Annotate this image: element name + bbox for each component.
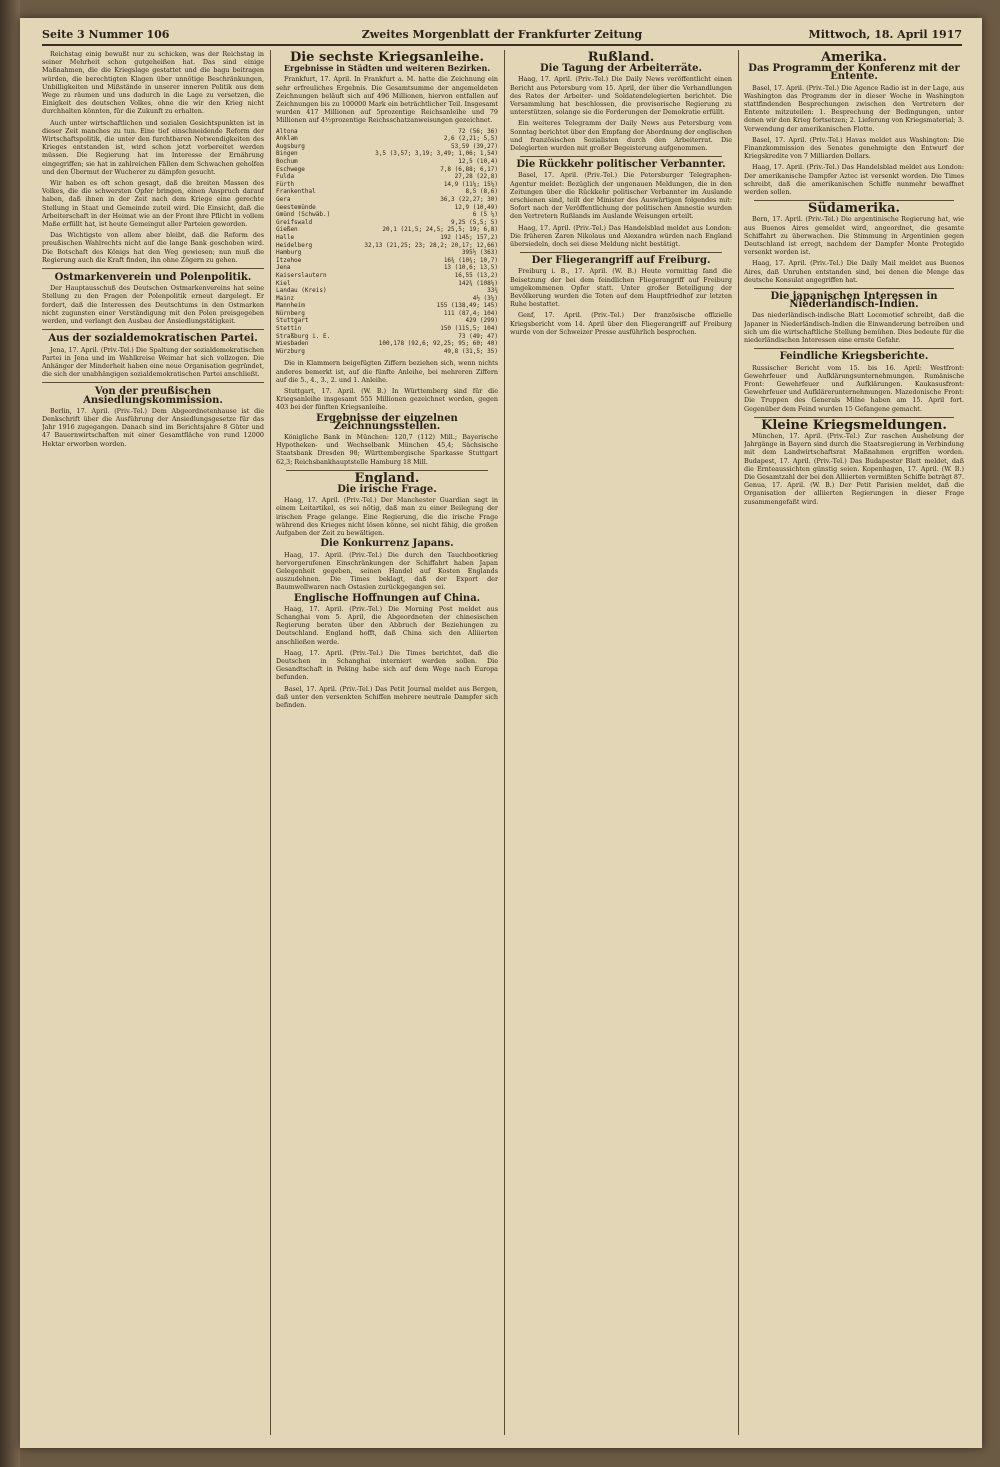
table-row [276,234,498,242]
paragraph: Reichstag einig bewußt nur zu schicken, was der Reichstag in seiner Mehrheit schon gutgeheißen hat. Das sind einige Maßnahmen, die die Kriegslage gestattet und die bagu beitragen würden, die berechtigten Klagen über unnötige Beschränkungen, Unbilligkeiten und Mißstände in unserer inneren Politik aus dem Wege zu räumen und uns dadurch in die Lage zu versetzen, die Einigkeit des deutschen Volkes, ohne die wir den Krieg nicht durchhalten könnten, für die Zukunft zu erhalten. [42,50,264,116]
city-name: Stettin [276,325,302,333]
article-text: Frankfurt, 17. April. In Frankfurt a. M. hatte die Zeichnung ein sehr erfreuliches Ergebnis. Die Gesamtsumme der angemeldeten Zeichnungen beläuft sich auf 496 Millionen, hiervon entfallen auf Zeichnungen bis zu 100000 Mark ein beträchtlicher Teil. Insgesamt wurden 417 Millionen auf 5prozentige Reichsanleihe und 79 Millionen auf 4½prozentige Reichsschatzanweisungen gezeichnet. [276,75,498,125]
subscription-amount: 100,178 (92,6; 92,25; 95; 60; 40) [378,340,498,348]
table-row [276,158,498,166]
table-row [276,257,498,265]
newspaper-title: Zweites Morgenblatt der Frankfurter Zeitung [361,28,643,41]
column-4 [744,50,964,1440]
subscription-amount: 429 (299) [465,317,498,325]
subscription-amount: 142¾ (108¼) [458,279,498,287]
table-row [276,196,498,204]
article-text: Haag, 17. April. (Priv.-Tel.) Das Handelsblad meldet aus London: Die früheren Zaren Nikolaus und Alexandra würden nach England übersiedeln, doch sei diese Meldung nicht bestätigt. [510,223,732,249]
subscription-amount: 32,13 (21,25; 23; 28,2; 20,17; 12,66) [364,241,498,249]
table-note: Die in Klammern beigefügten Ziffern beziehen sich, wenn nichts anderes bemerkt ist, auf die fünfte Anleihe, bei mehreren Ziffern auf die 5., 4., 3., 2. und 1. Anleihe. [276,359,498,384]
article-text: Haag, 17. April. (Priv.-Tel.) Die durch den Tauchbootkrieg hervorgerufenen Einschränkungen der Schiffahrt haben Japan Gelegenheit gegeben, seinen Handel auf Kosten Englands auszudehnen. Die Times beklagt, daß der Export der Baumwollwaren nach Ostasien zurückgegangen sei. [276,550,498,592]
table-row [276,219,498,227]
article-text: Ein weiteres Telegramm der Daily News aus Petersburg vom Sonntag berichtet über den Empfang der Abordnung der englischen und französischen Sozialisten durch den Arbeiterrat. Die Delegierten wurden mit großer Begeisterung aufgenommen. [510,119,732,153]
book-binding [0,0,20,1467]
city-name: Nürnberg [276,309,305,317]
article-text: Basel, 17. April. (Priv.-Tel.) Die Agence Radio ist in der Lage, aus Washington das Programm der in dieser Woche in Washington stattfindenden Besprechungen zwischen den Vertretern der Entente mitzuteilen: 1. Besprechung der Bedingungen, unter denen wir den Krieg fortsetzen; 2. Lieferung von Kriegsmaterial; 3. Verwendung der amerikanischen Flotte. [744,83,964,133]
article-text: Basel, 17. April. (Priv.-Tel.) Die Petersburger Telegraphen-Agentur meldet: Bezüglich der ungenauen Meldungen, die in den Zeitungen über die Rückkehr politischer Verbannter im Auslande erschienen sind, teilt der Minister des Auswärtigen folgendes mit: Sofort nach der Veröffentlichung der politischen Amnestie wurden den Vertretern Rußlands im Auslande Weisungen erteilt. [510,171,732,221]
column-1 [42,50,264,1440]
subscription-table [276,128,498,356]
table-row [276,340,498,348]
divider [754,348,954,349]
article-text: München, 17. April. (Priv.-Tel.) Zur raschen Aushebung der Jahrgänge in Bayern sind durch die Staatsregierung in Verbindung mit dem Landwirtschaftsrat Maßnahmen ergriffen worden. Budapest, 17. April. (Priv.-Tel.) Das Budapester Blatt meldet, daß die Ernteaussichten günstig seien. Kopenhagen, 17. April. (W. B.) Die Gesamtzahl der bei den Alliierten vermißten Schiffe beträgt 87. Genua, 17. April. (W. B.) Der Petit Parisien meldet, daß die Organisation der alliierten Regierungen in dieser Frage zusammengefaßt wird. [744,431,964,506]
article-text: Russischer Bericht vom 15. bis 16. April: Westfront: Gewehrfeuer und Aufklärungsunternehmungen. Rumänische Front: Gewehrfeuer und Aufklärungen. Kaukasusfront: Gewehrfeuer und Aufklärerunternehmungen. Mazedonische Front: Die Truppen des Generals Milne haben am 15. April fort. Gegenüber dem Feind wurden 15 Gefangene gemacht. [744,363,964,413]
table-row [276,143,498,151]
paragraph: Auch unter wirtschaftlichen und sozialen Gesichtspunkten ist in dieser Zeit manches zu tun. Eine tief einschneidende Reform der Wirtschaftspolitik, die unter den furchtbaren Notwendigkeiten des Krieges entstanden ist, wird schon jetzt vorbereitet werden müssen. Die Regierung hat im Interesse der Ernährung eingegriffen; sie hat in zahlreichen Fällen dem Schwachen geholfen und den Übermut der Wucherer zu dämpfen gesucht. [42,118,264,176]
table-row [276,295,498,303]
subscription-amount: 49,8 (31,5; 35) [443,347,498,355]
article-text: Der Hauptausschuß des Deutschen Ostmarkenvereins hat seine Stellung zu den Fragen der Polenpolitik erneut dargelegt. Er fordert, daß die Interessen des Deutschtums in den Ostmarken nicht zugunsten einer Verständigung mit den Polen preisgegeben werden, und verlangt den Ausbau der Ansiedlungstätigkeit. [42,284,264,326]
city-name: Eschwege [276,165,305,173]
table-row [276,204,498,212]
headline-ostmarken: Ostmarkenverein und Polenpolitik. [54,272,252,284]
article-text: Haag, 17. April. (Priv.-Tel.) Die Morning Post meldet aus Schanghai vom 5. April, die Abgeordneten der chinesischen Regierung beraten über den Abbruch der Beziehungen zu Deutschland. England hofft, daß China sich den Alliierten anschließen werde. [276,604,498,646]
table-row [276,188,498,196]
subscription-amount: 36,3 (22,27; 30) [440,195,498,203]
article-text: Jena, 17. April. (Priv.-Tel.) Die Spaltung der sozialdemokratischen Partei in Jena und im Wahlkreise Weimar hat sich vollzogen. Die Anhänger der Minderheit haben eine neue Organisation gegründet, die sich der unabhängigen sozialdemokratischen Partei anschließt. [42,345,264,379]
city-name: Augsburg [276,142,305,150]
subscription-amount: 9,25 (5,5; 5) [451,218,498,226]
article-text: Basel, 17. April. (Priv.-Tel.) Das Petit Journal meldet aus Bergen, daß unter den versenkten Schiffen mehrere neutrale Dampfer sich befinden. [276,684,498,709]
subscription-amount: 16¾ (10¾; 10,7) [443,256,498,264]
headline-sozialdemokratie: Aus der sozialdemokratischen Partei. [48,333,258,345]
subscription-amount: 12,5 (10,4) [458,158,498,165]
column-rule [738,50,739,1435]
headline-arbeiterraete: Die Tagung der Arbeiterräte. [539,63,703,75]
city-name: Bochum [276,158,298,165]
table-row [276,226,498,234]
article-text: Königliche Bank in München: 120,7 (112) Mill.; Bayerische Hypotheken- und Wechselbank München 45,4; Sächsische Staatsbank Dresden 98; Württembergische Sparkasse Stuttgart 62,3; Reichsbankhauptstelle Hamburg 18 Mill. [276,433,498,466]
city-name: Landau (Kreis) [276,287,327,295]
city-name: Kaiserslautern [276,271,327,279]
city-name: Hamburg [276,249,302,257]
subscription-amount: 192 (145; 157,2) [440,233,498,241]
column-rule [270,50,271,1435]
subscription-amount: 3,5 (3,57; 3,19; 3,49; 1,06; 1,54) [375,150,498,158]
city-name: Mainz [276,294,295,302]
issue-date: Mittwoch, 18. April 1917 [808,28,962,41]
article-text: Genf, 17. April. (Priv.-Tel.) Der französische offizielle Kriegsbericht vom 14. April über den Fliegerangriff auf Freiburg wurde von der Schweizer Presse ausführlich besprochen. [510,311,732,336]
section-amerika: Amerika. [821,50,887,65]
city-name: Fulda [276,173,295,181]
subscription-amount: 73 (49; 47) [458,332,498,340]
newspaper-page [20,18,982,1448]
table-row [276,264,498,272]
table-row [276,150,498,158]
table-row [276,325,498,333]
city-name: Itzehoe [276,256,302,264]
city-name: Stuttgart [276,317,309,325]
article-text: Haag, 17. April. (Priv.-Tel.) Die Daily Mail meldet aus Buenos Aires, daß Unruhen entstanden sind, bei denen die Menge das deutsche Konsulat angegriffen hat. [744,259,964,284]
subscription-amount: 20,1 (21,5; 24,5; 25,5; 19; 6,8) [382,226,498,234]
city-name: Geestemünde [276,203,316,211]
table-row [276,280,498,288]
subscription-amount: 27,28 (22,8) [454,173,498,181]
article-text: Haag, 17. April. (Priv.-Tel.) Die Daily News veröffentlicht einen Bericht aus Petersburg vom 15. April, der über die Verhandlungen des Rates der Arbeiter- und Soldatendelegierten berichtet. Die Versammlung hat beschlossen, die provisorische Regierung zu unterstützen, solange sie die Forderungen der Demokratie erfüllt. [510,75,732,117]
city-name: Gera [276,195,291,203]
section-suedamerika: Südamerika. [807,201,901,217]
masthead [42,26,962,46]
article-text: Berlin, 17. April. (Priv.-Tel.) Dem Abgeordnetenhause ist die Denkschrift über die Ausführung der Ansiedlungsgesetze für das Jahr 1916 zugegangen. Danach sind im Berichtsjahre 8 Güter und 47 Bauernwirtschaften mit einer Gesamtfläche von rund 12000 Hektar erworben worden. [42,406,264,448]
table-row [276,211,498,219]
headline-feindliche-berichte: Feindliche Kriegsberichte. [779,351,929,363]
article-text: Das niederländisch-indische Blatt Locomotief schreibt, daß die Japaner in Niederländisch-Indien die Einwanderung betreiben und sich um die wirtschaftliche Stellung bemühen. Dies bedeute für die niederländischen Interessen eine ernste Gefahr. [744,311,964,345]
city-name: Bingen [276,150,298,158]
subscription-amount: 8,5 (8,6) [465,188,498,196]
article-text: Basel, 17. April. (Priv.-Tel.) Havas meldet aus Washington: Die Finanzkommission des Senates genehmigte den Entwurf der Kriegskredite von 7 Milliarden Dollars. [744,135,964,161]
headline-fliegerangriff: Der Fliegerangriff auf Freiburg. [531,255,711,267]
section-england: England. [354,470,420,486]
headline-verbannte: Die Rückkehr politischer Verbannter. [516,159,726,171]
table-row [276,249,498,257]
city-name: Straßburg i. E. [276,332,331,340]
city-name: Gießen [276,226,298,234]
article-text: Freiburg i. B., 17. April. (W. B.) Heute vormittag fand die Beisetzung der bei dem feindlichen Fliegerangriff auf Freiburg umgekommenen Opfer statt. Unter großer Beteiligung der Bevölkerung wurden die Toten auf dem Hauptfriedhof zur letzten Ruhe bestattet. [510,267,732,309]
table-row [276,302,498,310]
subscription-amount: 13 (10,6; 13,5) [443,264,498,272]
table-row [276,317,498,325]
subscription-amount: 14,9 (11¼; 15¼) [443,180,498,188]
subscription-amount: 7,8 (6,88; 6,17) [440,165,498,173]
table-row [276,173,498,181]
subscription-amount: 33¾ [487,287,498,295]
table-row [276,135,498,143]
subscription-amount: 72 (56; 36) [458,127,498,135]
table-row [276,287,498,295]
divider [520,252,722,253]
subscription-amount: 6 (5 ¼) [472,211,498,219]
city-name: Fürth [276,180,295,188]
article-text: Bern, 17. April. (Priv.-Tel.) Die argentinische Regierung hat, wie aus Buenos Aires gemeldet wird, angeordnet, die gesamte Schiffahrt zu überwachen. Die Stimmung in Argentinien gegen Deutschland ist erregt, nachdem der Dampfer Monte Protegido versenkt worden ist. [744,215,964,257]
table-row [276,272,498,280]
table-row [276,181,498,189]
subheadline-ergebnisse: Ergebnisse in Städten und weiteren Bezirken. [283,63,491,74]
paragraph: Das Wichtigste von allem aber bleibt, daß die Reform des preußischen Wahlrechts nicht auf die lange Bank geschoben wird. Die Botschaft des Königs hat den Weg gewiesen; nun muß die Regierung auch die Kraft finden, ihn ohne Zögern zu gehen. [42,231,264,264]
section-russland: Rußland. [587,50,655,65]
table-row [276,242,498,250]
city-name: Wiesbaden [276,340,309,348]
subscription-amount: 155 (138,49; 145) [436,302,498,310]
city-name: Heidelberg [276,241,313,249]
city-name: Greifswald [276,218,313,226]
section-kleine-meldungen: Kleine Kriegsmeldungen. [761,417,947,433]
city-name: Kiel [276,279,291,287]
column-rule [504,50,505,1435]
subscription-amount: 150 (115,5; 104) [440,325,498,333]
city-name: Gmünd (Schwäb.) [276,211,331,219]
city-name: Altona [276,127,298,135]
headline-programm-konferenz: Das Programm der Konferenz mit der Entente. [748,63,960,83]
table-row [276,166,498,174]
city-name: Anklam [276,135,298,143]
city-name: Würzburg [276,347,305,355]
subscription-amount: 111 (87,4; 104) [443,309,498,317]
subscription-amount: 12,9 (10,49) [454,203,498,211]
headline-konkurrenz-japans: Die Konkurrenz Japans. [320,538,454,550]
headline-kriegsanleihe: Die sechste Kriegsanleihe. [289,50,485,65]
city-name: Jena [276,264,291,272]
article-text: Haag, 17. April. (Priv.-Tel.) Die Times berichtet, daß die Deutschen in Schanghai interniert werden sollen. Die Gesandtschaft in Peking habe sich auf dem Wege nach Europa befunden. [276,648,498,682]
table-row [276,348,498,356]
headline-hoffnungen-china: Englische Hoffnungen auf China. [293,592,481,604]
divider [754,288,954,289]
subscription-amount: 4½ (3¼) [472,294,498,302]
headline-zeichnungsstellen: Ergebnisse der einzelnen Zeichnungsstellen. [316,412,458,432]
subscription-amount: 395½ (363) [461,249,498,257]
city-name: Mannheim [276,302,305,310]
headline-irische-frage: Die irische Frage. [337,484,437,496]
subscription-amount: 2,6 (2,21; 5,5) [443,135,498,143]
article-text: Stuttgart, 17. April. (W. B.) In Württemberg sind für die Kriegsanleihe insgesamt 555 Millionen gezeichnet worden, gegen 403 bei der fünften Kriegsanleihe. [276,387,498,412]
headline-japanische-interessen: Die japanischen Interessen in Niederländisch-Indien. [770,291,938,311]
divider [520,156,722,157]
city-name: Halle [276,233,295,241]
table-row [276,128,498,136]
subscription-amount: 16,55 (13,2) [454,271,498,279]
city-name: Frankenthal [276,188,316,196]
page-number: Seite 3 Nummer 106 [42,28,170,41]
paragraph: Wir haben es oft schon gesagt, daß die breiten Massen des Volkes, die die schwersten Opfer bringen, einen Anspruch darauf haben, daß ihnen in der Zeit nach dem Kriege eine gerechte Stellung in Staat und Gemeinde zuteil wird. Die Einsicht, daß die Arbeiterschaft in der Heimat wie an der Front ihre Pflicht in vollem Maße erfüllt hat, ist heute Gemeingut aller Parteien geworden. [42,179,264,229]
column-2 [276,50,498,1440]
headline-ansiedlung: Von der preußischen Ansiedlungskommission. [83,386,223,406]
subscription-amount: 53,59 (39,27) [451,142,498,150]
table-row [276,310,498,318]
column-3 [510,50,732,1440]
article-text: Haag, 17. April. (Priv.-Tel.) Das Handelsblad meldet aus London: Der amerikanische Dampfer Aztec ist versenkt worden. Die Times schreibt, daß die amerikanischen Schiffe nunmehr bewaffnet werden sollen. [744,163,964,197]
table-row [276,333,498,341]
article-text: Haag, 17. April. (Priv.-Tel.) Der Manchester Guardian sagt in einem Leitartikel, es sei nötig, daß man zu einer Beilegung der irischen Frage gelange. Eine Regierung, die die irische Frage während des Krieges nicht lösen könne, sei nicht fähig, die großen Aufgaben der Zeit zu bewältigen. [276,496,498,538]
